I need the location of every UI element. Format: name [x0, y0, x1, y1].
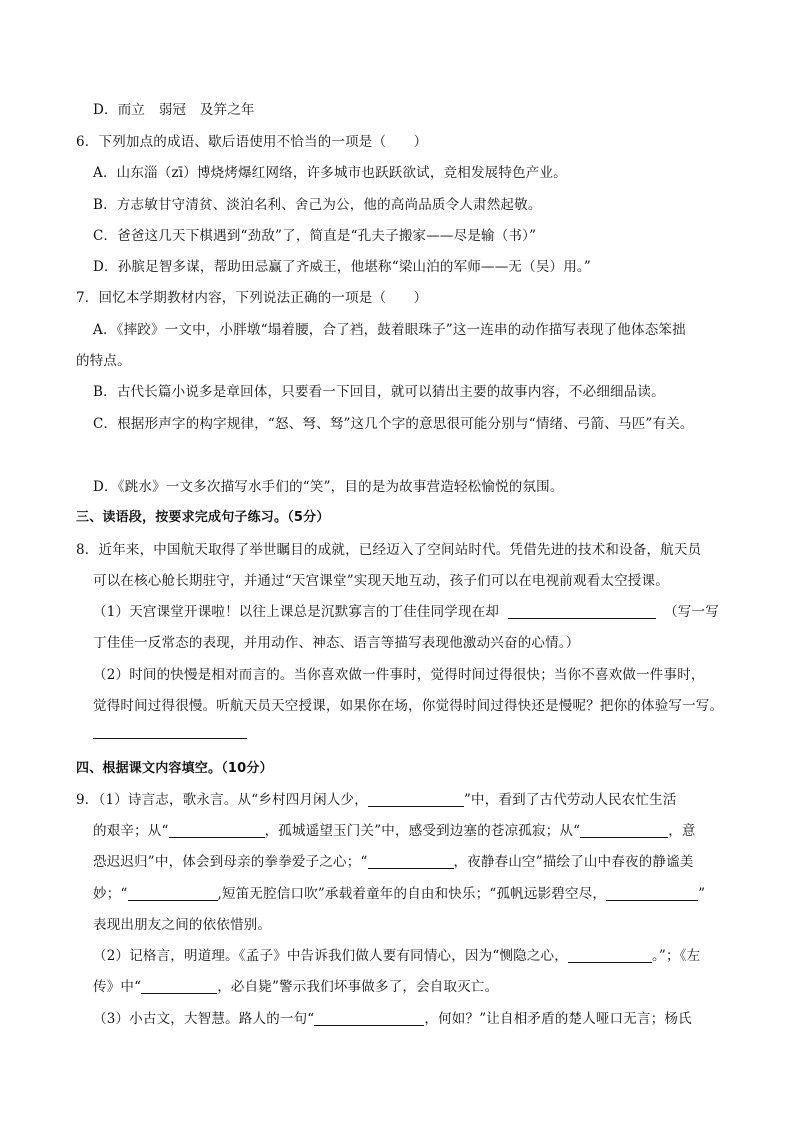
q8-sub1-line2: 丁佳佳一反常态的表现，并用动作、神态、语言等描写表现他激动兴奋的心情。）: [93, 635, 580, 651]
q8-sub1-line1: [93, 602, 719, 622]
q9-blank-7[interactable]: [568, 948, 652, 963]
q9-line8: [93, 1009, 692, 1029]
q9-line1: [76, 790, 677, 810]
q9-line5: 表现出朋友之间的依依惜别。: [93, 917, 272, 933]
q9-line1-text-a: 9．（1）诗言志，歌永言。从“乡村四月闲人少，: [76, 792, 368, 808]
q9-line7-text-a: 传》中“: [93, 979, 142, 995]
q9-line7: [93, 977, 498, 997]
q9-line2-text-b: ，孤城遥望玉门关”中，感受到边塞的苍凉孤寂；从“: [264, 823, 581, 839]
q8-passage-line2: 可以在核心舱长期驻守，并通过“天宫课堂”实现天地互动，孩子们可以在电视前观看太空授课。: [93, 573, 669, 589]
q9-line3-text-b: ，夜静春山空”描绘了山中春夜的静谧美: [453, 854, 694, 870]
q7-option-c: C．根据形声字的构字规律，“怒、弩、驽”这几个字的意思很可能分别与“情绪、弓箭、马匹”有关。: [93, 416, 694, 432]
q8-passage-line1: 8．近年来，中国航天取得了举世瞩目的成就，已经迈入了空间站时代。凭借先进的技术和设备，航天员: [76, 542, 702, 558]
q5-option-d: D．而立 弱冠 及笄之年: [93, 102, 255, 118]
q7-option-d: D．《跳水》一文多次描写水手们的“笑”，目的是为故事营造轻松愉悦的氛围。: [93, 479, 564, 495]
q9-line2-text-a: 的艰辛；从“: [93, 823, 169, 839]
section-4-title: 四、根据课文内容填空。（10分）: [76, 761, 273, 776]
q8-sub1-answer-blank[interactable]: [508, 604, 656, 619]
q9-line3-text-a: 恐迟迟归”中，体会到母亲的拳拳爱子之心；“: [93, 854, 368, 870]
q6-stem: 6．下列加点的成语、歇后语使用不恰当的一项是（ ）: [76, 134, 428, 150]
q9-line4: [93, 884, 705, 904]
q9-line1-text-b: ”中，看到了古代劳动人民农忙生活: [463, 792, 677, 808]
q8-sub1-text-b: （写一写: [664, 604, 719, 620]
q9-line6: [93, 946, 700, 966]
q9-blank-1[interactable]: [368, 792, 464, 807]
q9-line6-text-b: 。”；《左: [651, 948, 701, 964]
section-3-title: 三、读语段，按要求完成句子练习。（5分）: [76, 510, 330, 525]
q9-line2: [93, 821, 696, 841]
q9-blank-8[interactable]: [141, 979, 217, 994]
q8-sub2-line2: 觉得时间过得很慢。听航天员天空授课，如果你在场，你觉得时间过得快还是慢呢？把你的体验写一写。: [93, 698, 724, 714]
q8-sub1-text-a: （1）天宫课堂开课啦！以往上课总是沉默寡言的丁佳佳同学现在却: [93, 604, 500, 620]
q9-line7-text-b: ，必自毙”警示我们坏事做多了，会自取灭亡。: [217, 979, 499, 995]
q8-sub2-line1: （2）时间的快慢是相对而言的。当你喜欢做一件事时，觉得时间过得很快；当你不喜欢做一件事时，: [93, 667, 705, 683]
q6-option-b: B．方志敏甘守清贫、淡泊名利、舍己为公，他的高尚品质令人肃然起敬。: [93, 197, 542, 213]
q9-line4-text-a: 妙；“: [93, 886, 128, 902]
q9-line6-text-a: （2）记格言，明道理。《孟子》中告诉我们做人要有同情心，因为“恻隐之心，: [93, 948, 568, 964]
q9-line4-text-c: ”: [698, 886, 706, 902]
q7-option-a-line2: 的特点。: [76, 353, 131, 369]
q6-option-c: C．爸爸这几天下棋遇到“劲敌”了，简直是“孔夫子搬家——尽是输（书）”: [93, 228, 537, 244]
q9-blank-3[interactable]: [580, 823, 668, 838]
q6-option-d: D．孙膑足智多谋，帮助田忌赢了齐威王，他堪称“梁山泊的军师——无（吴）用。”: [93, 259, 591, 275]
q7-option-a-line1: A．《摔跤》一文中，小胖墩“塌着腰，合了裆，鼓着眼珠子”这一连串的动作描写表现了他体态笨拙: [93, 322, 686, 338]
q7-option-b: B．古代长篇小说多是章回体，只要看一下回目，就可以猜出主要的故事内容，不必细细品读。: [93, 384, 665, 400]
q9-line3: [93, 852, 694, 872]
q9-line8-text-b: ，何如？”让自相矛盾的楚人哑口无言；杨氏: [424, 1011, 692, 1027]
q6-option-a: A．山东淄（zī）博烧烤爆红网络，许多城市也跃跃欲试，竞相发展特色产业。: [93, 165, 567, 181]
q9-line8-text-a: （3）小古文，大智慧。路人的一句“: [93, 1011, 315, 1027]
q9-blank-4[interactable]: [368, 854, 454, 869]
q9-blank-2[interactable]: [169, 823, 265, 838]
q9-blank-9[interactable]: [314, 1011, 424, 1026]
q9-line2-text-c: ，意: [668, 823, 696, 839]
q9-blank-5[interactable]: [128, 886, 218, 901]
q8-sub2-answer-blank[interactable]: [93, 724, 247, 739]
q7-stem: 7．回忆本学期教材内容，下列说法正确的一项是（ ）: [76, 290, 428, 306]
q9-blank-6[interactable]: [606, 886, 698, 901]
q9-line4-text-b: ,短笛无腔信口吹”承载着童年的自由和快乐；“孤帆远影碧空尽，: [217, 886, 607, 902]
